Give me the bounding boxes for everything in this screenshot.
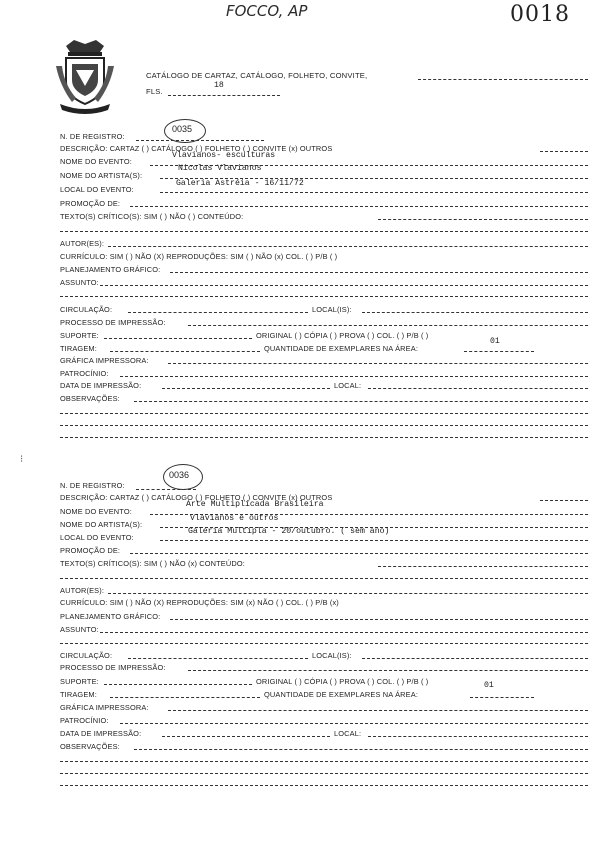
blank-line xyxy=(60,296,588,297)
title-fill-line xyxy=(418,79,588,80)
fls-line xyxy=(168,95,280,96)
obs-line-2 xyxy=(60,761,588,762)
blank-line xyxy=(60,578,588,579)
suporte-label: SUPORTE: xyxy=(60,331,99,340)
fls-label: FLS. xyxy=(146,87,163,96)
locais-line xyxy=(362,658,588,659)
suporte-options: ORIGINAL ( ) CÓPIA ( ) PROVA ( ) COL. ( ) P/B ( ) xyxy=(256,677,429,686)
local2-line xyxy=(368,736,588,737)
patrocinio-line xyxy=(120,723,588,724)
observacoes-line xyxy=(134,401,588,402)
assunto-line xyxy=(100,285,588,286)
nome-evento-label: NOME DO EVENTO: xyxy=(60,507,132,516)
promocao-line xyxy=(130,553,588,554)
patrocinio-label: PATROCÍNIO: xyxy=(60,369,109,378)
curriculo-row: CURRÍCULO: SIM ( ) NÃO (X) REPRODUÇÕES: SIM (x) NÃO ( ) COL. ( ) P/B (x) xyxy=(60,598,339,607)
circulacao-label: CIRCULAÇÃO: xyxy=(60,651,113,660)
patrocinio-line xyxy=(120,376,588,377)
grafica-label: GRÁFICA IMPRESSORA: xyxy=(60,703,149,712)
registro-line xyxy=(136,140,264,141)
curriculo-row: CURRÍCULO: SIM ( ) NÃO (X) REPRODUÇÕES: SIM ( ) NÃO (x) COL. ( ) P/B ( ) xyxy=(60,252,338,261)
locais-label: LOCAL(IS): xyxy=(312,651,352,660)
tiragem-line xyxy=(110,697,260,698)
suporte-options: ORIGINAL ( ) CÓPIA ( ) PROVA ( ) COL. ( ) P/B ( ) xyxy=(256,331,429,340)
planejamento-line xyxy=(170,619,588,620)
local2-line xyxy=(368,388,588,389)
tiragem-line xyxy=(110,351,260,352)
planejamento-label: PLANEJAMENTO GRÁFICO: xyxy=(60,612,161,621)
obs-line-4 xyxy=(60,785,588,786)
registro-value: 0035 xyxy=(172,124,193,134)
quantidade-line xyxy=(464,351,534,352)
local2-label: LOCAL: xyxy=(334,381,362,390)
autor-label: AUTOR(ES): xyxy=(60,239,105,248)
nome-evento-value: Arte Multiplicada Brasileira xyxy=(186,500,324,509)
autor-line xyxy=(108,246,588,247)
circulacao-line xyxy=(128,312,308,313)
circulacao-line xyxy=(128,658,308,659)
textos-row: TEXTO(S) CRÍTICO(S): SIM ( ) NÃO ( ) CONTEÚDO: xyxy=(60,212,244,221)
observacoes-label: OBSERVAÇÕES: xyxy=(60,742,120,751)
nome-evento-label: NOME DO EVENTO: xyxy=(60,157,132,166)
suporte-label: SUPORTE: xyxy=(60,677,99,686)
data-impressao-line xyxy=(162,388,330,389)
local-evento-label: LOCAL DO EVENTO: xyxy=(60,185,134,194)
suporte-line xyxy=(104,338,252,339)
page-number: 0018 xyxy=(510,2,570,27)
processo-label: PROCESSO DE IMPRESSÃO: xyxy=(60,663,166,672)
conteudo-line xyxy=(378,566,588,567)
coat-of-arms-icon xyxy=(52,38,118,114)
suporte-line xyxy=(104,684,252,685)
local-evento-line xyxy=(160,540,588,541)
grafica-label: GRÁFICA IMPRESSORA: xyxy=(60,356,149,365)
processo-label: PROCESSO DE IMPRESSÃO: xyxy=(60,318,166,327)
planejamento-label: PLANEJAMENTO GRÁFICO: xyxy=(60,265,161,274)
margin-mark: ⁝ xyxy=(20,454,24,465)
registro-label: N. DE REGISTRO: xyxy=(60,132,125,141)
obs-line-3 xyxy=(60,425,588,426)
registro-line xyxy=(136,489,196,490)
quantidade-label: QUANTIDADE DE EXEMPLARES NA ÁREA: xyxy=(264,690,419,699)
nome-evento-value: Vlavianos- esculturas xyxy=(172,151,276,160)
promocao-label: PROMOÇÃO DE: xyxy=(60,199,121,208)
assunto-label: ASSUNTO: xyxy=(60,278,99,287)
registro-value: 0036 xyxy=(169,470,190,480)
blank-line xyxy=(60,231,588,232)
quantidade-value: 01 xyxy=(490,337,500,346)
registro-label: N. DE REGISTRO: xyxy=(60,481,125,490)
grafica-line xyxy=(168,710,588,711)
grafica-line xyxy=(168,363,588,364)
textos-row: TEXTO(S) CRÍTICO(S): SIM ( ) NÃO (x) CONTEÚDO: xyxy=(60,559,245,568)
autor-line xyxy=(108,593,588,594)
descricao-row: DESCRIÇÃO: CARTAZ ( ) CATÁLOGO ( ) FOLHETO ( ) CONVITE (x) OUTROS xyxy=(60,493,333,502)
conteudo-line xyxy=(378,219,588,220)
data-impressao-line xyxy=(162,736,330,737)
local-evento-label: LOCAL DO EVENTO: xyxy=(60,533,134,542)
blank-line xyxy=(60,643,588,644)
patrocinio-label: PATROCÍNIO: xyxy=(60,716,109,725)
assunto-line xyxy=(100,632,588,633)
processo-line xyxy=(188,325,588,326)
data-impressao-label: DATA DE IMPRESSÃO: xyxy=(60,381,142,390)
tiragem-label: TIRAGEM: xyxy=(60,690,97,699)
obs-line-4 xyxy=(60,437,588,438)
outros-line xyxy=(540,500,588,501)
nome-artista-label: NOME DO ARTISTA(S): xyxy=(60,171,143,180)
observacoes-line xyxy=(134,749,588,750)
nome-artista-value: Vlavianos e outros xyxy=(190,514,279,523)
planejamento-line xyxy=(170,272,588,273)
assunto-label: ASSUNTO: xyxy=(60,625,99,634)
descricao-row: DESCRIÇÃO: CARTAZ ( ) CATÁLOGO ( ) FOLHETO ( ) CONVITE (x) OUTROS xyxy=(60,144,333,153)
tiragem-label: TIRAGEM: xyxy=(60,344,97,353)
quantidade-line xyxy=(470,697,534,698)
outros-line xyxy=(540,151,588,152)
autor-label: AUTOR(ES): xyxy=(60,586,105,595)
local2-label: LOCAL: xyxy=(334,729,362,738)
quantidade-label: QUANTIDADE DE EXEMPLARES NA ÁREA: xyxy=(264,344,419,353)
nome-artista-value: Nicolas Vlavianos xyxy=(178,164,262,173)
nome-artista-label: NOME DO ARTISTA(S): xyxy=(60,520,143,529)
data-impressao-label: DATA DE IMPRESSÃO: xyxy=(60,729,142,738)
form-title: CATÁLOGO DE CARTAZ, CATÁLOGO, FOLHETO, CONVITE, xyxy=(146,71,368,80)
local-evento-value: Galeria Astréia - 16/11/72 xyxy=(176,179,304,188)
fls-value: 18 xyxy=(214,81,224,90)
handwritten-note: FOCCO, AP xyxy=(226,2,308,20)
promocao-label: PROMOÇÃO DE: xyxy=(60,546,121,555)
circulacao-label: CIRCULAÇÃO: xyxy=(60,305,113,314)
obs-line-2 xyxy=(60,413,588,414)
quantidade-value: 01 xyxy=(484,681,494,690)
locais-line xyxy=(362,312,588,313)
promocao-line xyxy=(130,206,588,207)
processo-line xyxy=(188,670,588,671)
local-evento-value: Galeria Multipla - 20/outubro. ( sem ano) xyxy=(188,527,390,536)
locais-label: LOCAL(IS): xyxy=(312,305,352,314)
local-evento-line xyxy=(160,192,588,193)
observacoes-label: OBSERVAÇÕES: xyxy=(60,394,120,403)
obs-line-3 xyxy=(60,773,588,774)
